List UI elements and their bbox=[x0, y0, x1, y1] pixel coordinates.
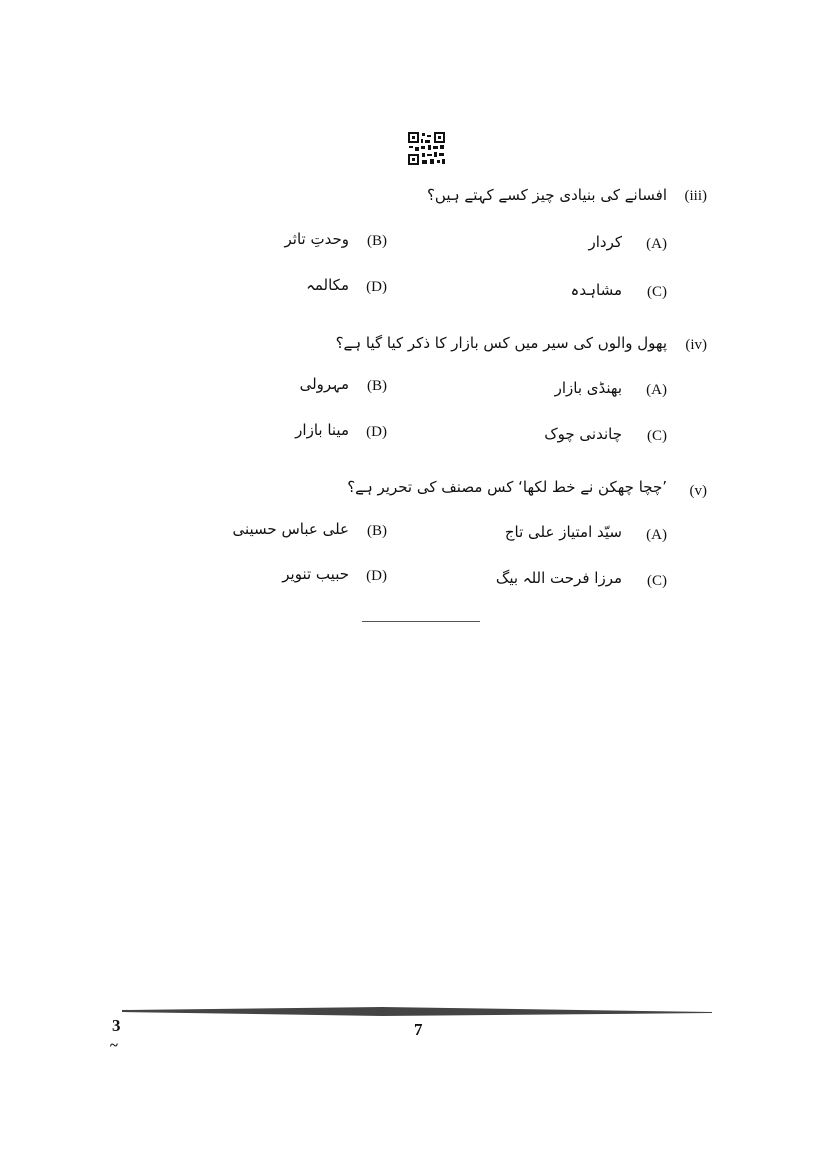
option-text: سیّد امتیاز علی تاج bbox=[504, 523, 622, 541]
option-text: مشاہدہ bbox=[570, 281, 622, 299]
question-text: پھول والوں کی سیر میں کس بازار کا ذکر کیا گیا ہے؟ bbox=[335, 334, 667, 352]
option-text: مکالمہ bbox=[306, 276, 349, 294]
option-text: حبیب تنویر bbox=[282, 565, 349, 583]
option-text: بھنڈی بازار bbox=[554, 379, 622, 397]
paper-code-mark: ~ bbox=[110, 1038, 118, 1054]
question-number: (iii) bbox=[684, 188, 707, 204]
option-label: (D) bbox=[366, 279, 387, 295]
question-text: ’چچا چھکن نے خط لکھا‘ کس مصنف کی تحریر ہے؟ bbox=[347, 478, 667, 496]
option-text: مرزا فرحت اللہ بیگ bbox=[495, 569, 622, 587]
question-number: (v) bbox=[689, 483, 707, 499]
option-label: (A) bbox=[646, 527, 667, 543]
page-number: 7 bbox=[414, 1020, 423, 1039]
option-label: (C) bbox=[647, 428, 667, 444]
option-text: وحدتِ تاثر bbox=[284, 230, 349, 248]
section-divider bbox=[362, 621, 480, 622]
option-label: (C) bbox=[647, 573, 667, 589]
option-label: (A) bbox=[646, 236, 667, 252]
qr-code-icon bbox=[408, 132, 445, 165]
option-label: (B) bbox=[367, 378, 387, 394]
question-number: (iv) bbox=[685, 337, 707, 353]
option-text: مینا بازار bbox=[295, 421, 349, 439]
option-label: (D) bbox=[366, 568, 387, 584]
option-text: چاندنی چوک bbox=[544, 425, 622, 443]
option-text: مہرولی bbox=[299, 375, 349, 393]
option-text: علی عباس حسینی bbox=[232, 520, 349, 538]
option-label: (D) bbox=[366, 424, 387, 440]
option-text: کردار bbox=[588, 233, 622, 251]
option-label: (B) bbox=[367, 233, 387, 249]
option-label: (C) bbox=[647, 284, 667, 300]
option-label: (B) bbox=[367, 523, 387, 539]
option-label: (A) bbox=[646, 382, 667, 398]
footer-rule bbox=[122, 1007, 712, 1016]
paper-code: 3 bbox=[112, 1016, 121, 1035]
question-text: افسانے کی بنیادی چیز کسے کہتے ہیں؟ bbox=[426, 186, 667, 204]
